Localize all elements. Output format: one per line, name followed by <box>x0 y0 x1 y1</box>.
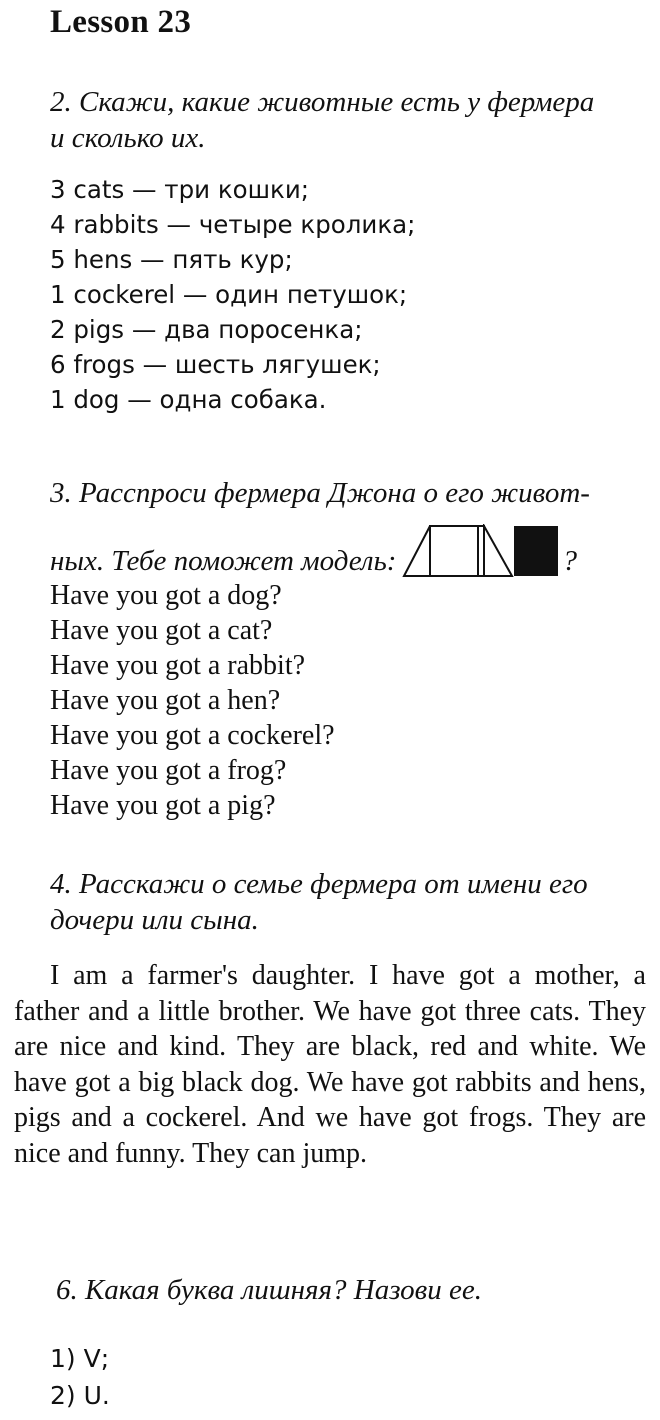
animal-list-item: 2 pigs — два поросенка; <box>50 315 363 344</box>
task-3-heading-line-1: 3. Расспроси фермера Джона о его живот- <box>50 477 590 509</box>
task-3-questions <box>50 578 335 823</box>
task-2-heading <box>50 84 645 156</box>
question-line: Have you got a pig? <box>50 790 276 821</box>
animal-list-item: 1 dog — одна собака. <box>50 385 327 414</box>
task-2-heading-line-2: и сколько их. <box>50 122 206 154</box>
task-4-heading-line-1: 4. Расскажи о семье фермера от имени его <box>50 868 588 900</box>
task-2-animal-list <box>50 172 415 417</box>
question-line: Have you got a hen? <box>50 685 281 716</box>
task-4-story-paragraph: I am a farmer's daughter. I have got a mother, a father and a little brother. We have got three cats. They are nice and kind. They are black, red and white. We have got a big black dog. We have got rabbits and hens, pigs and a cockerel. And we have got frogs. They are nice and funny. They can jump. <box>14 960 646 1169</box>
task-3-heading-line-2-text: ных. Тебе поможет модель: <box>50 545 397 577</box>
question-line: Have you got a dog? <box>50 580 282 611</box>
task-4-heading <box>50 866 645 938</box>
question-line: Have you got a cat? <box>50 615 273 646</box>
task-4-heading-line-2: дочери или сына. <box>50 904 259 936</box>
question-line: Have you got a cockerel? <box>50 720 335 751</box>
task-2-heading-line-1: 2. Скажи, какие животные есть у фермера <box>50 86 595 118</box>
question-line: Have you got a rabbit? <box>50 650 306 681</box>
task-3-heading <box>50 462 645 592</box>
animal-list-item: 5 hens — пять кур; <box>50 245 293 274</box>
task-6-heading: 6. Какая буква лишняя? Назови ее. <box>56 1274 482 1306</box>
question-line: Have you got a frog? <box>50 755 287 786</box>
model-question-mark: ? <box>562 545 577 577</box>
animal-list-item: 4 rabbits — четыре кролика; <box>50 210 416 239</box>
task-6-answers <box>50 1340 110 1414</box>
page-title: Lesson 23 <box>50 4 192 40</box>
answer-line: 2) U. <box>50 1381 110 1410</box>
sentence-model-shapes-icon <box>402 524 562 578</box>
answer-line: 1) V; <box>50 1344 110 1373</box>
animal-list-item: 6 frogs — шесть лягушек; <box>50 350 381 379</box>
animal-list-item: 3 cats — три кошки; <box>50 175 310 204</box>
animal-list-item: 1 cockerel — один петушок; <box>50 280 408 309</box>
